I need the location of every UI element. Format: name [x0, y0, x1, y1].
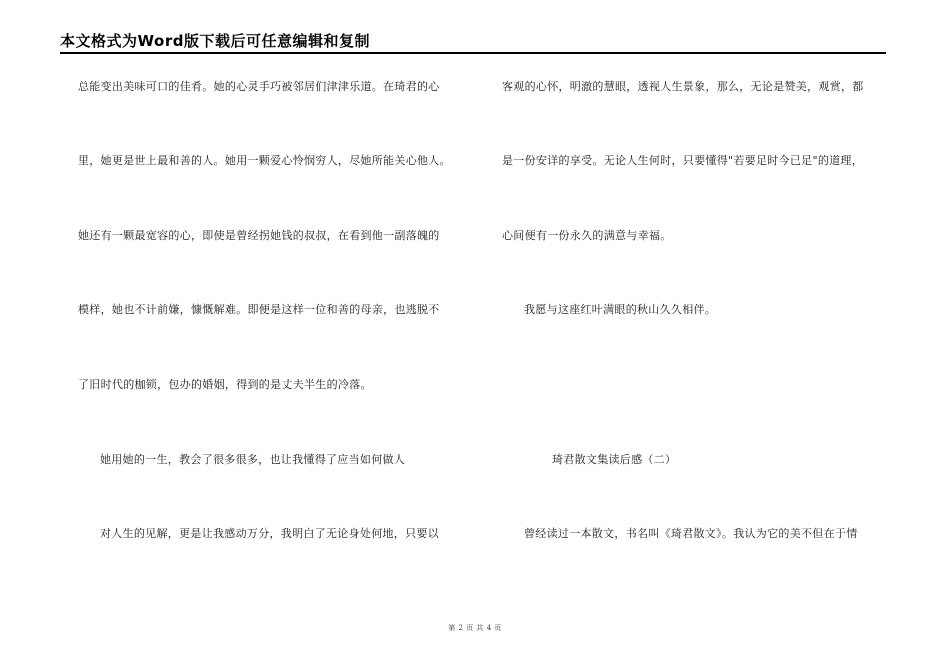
paragraph-line: 她用她的一生，教会了很多很多，也让我懂得了应当如何做人 [100, 453, 406, 466]
right-text-column [502, 0, 888, 672]
left-text-column [78, 0, 478, 672]
paragraph-line: 模样，她也不计前嫌，慷慨解难。即便是这样一位和善的母亲，也逃脱不 [78, 303, 440, 316]
section-heading: 琦君散文集读后感（二） [552, 453, 677, 466]
paragraph-line: 里，她更是世上最和善的人。她用一颗爱心怜悯穷人，尽她所能关心他人。 [78, 154, 451, 167]
paragraph-line: 了旧时代的枷锁，包办的婚姻，得到的是丈夫半生的冷落。 [78, 378, 372, 391]
paragraph-line: 她还有一颗最宽容的心，即使是曾经拐她钱的叔叔，在看到他一副落魄的 [78, 229, 440, 242]
paragraph-line: 心间便有一份永久的满意与幸福。 [502, 229, 672, 242]
paragraph-line: 客观的心怀，明澈的慧眼，透视人生景象，那么，无论是赞美，观赏，都 [502, 80, 864, 93]
page-number: 第 2 页 共 4 页 [448, 624, 502, 632]
paragraph-line: 我愿与这座红叶满眼的秋山久久相伴。 [524, 303, 717, 316]
paragraph-line: 曾经读过一本散文，书名叫《琦君散文》。我认为它的美不但在于情 [524, 527, 858, 540]
paragraph-line: 对人生的见解，更是让我感动万分，我明白了无论身处何地，只要以 [100, 527, 439, 540]
document-header-title: 本文格式为Word版下载后可任意编辑和复制 [60, 32, 370, 50]
paragraph-line: 是一份安详的享受。无论人生何时，只要懂得"若要足时今已足"的道理， [502, 154, 864, 167]
paragraph-line: 总能变出美味可口的佳肴。她的心灵手巧被邻居们津津乐道。在琦君的心 [78, 80, 440, 93]
